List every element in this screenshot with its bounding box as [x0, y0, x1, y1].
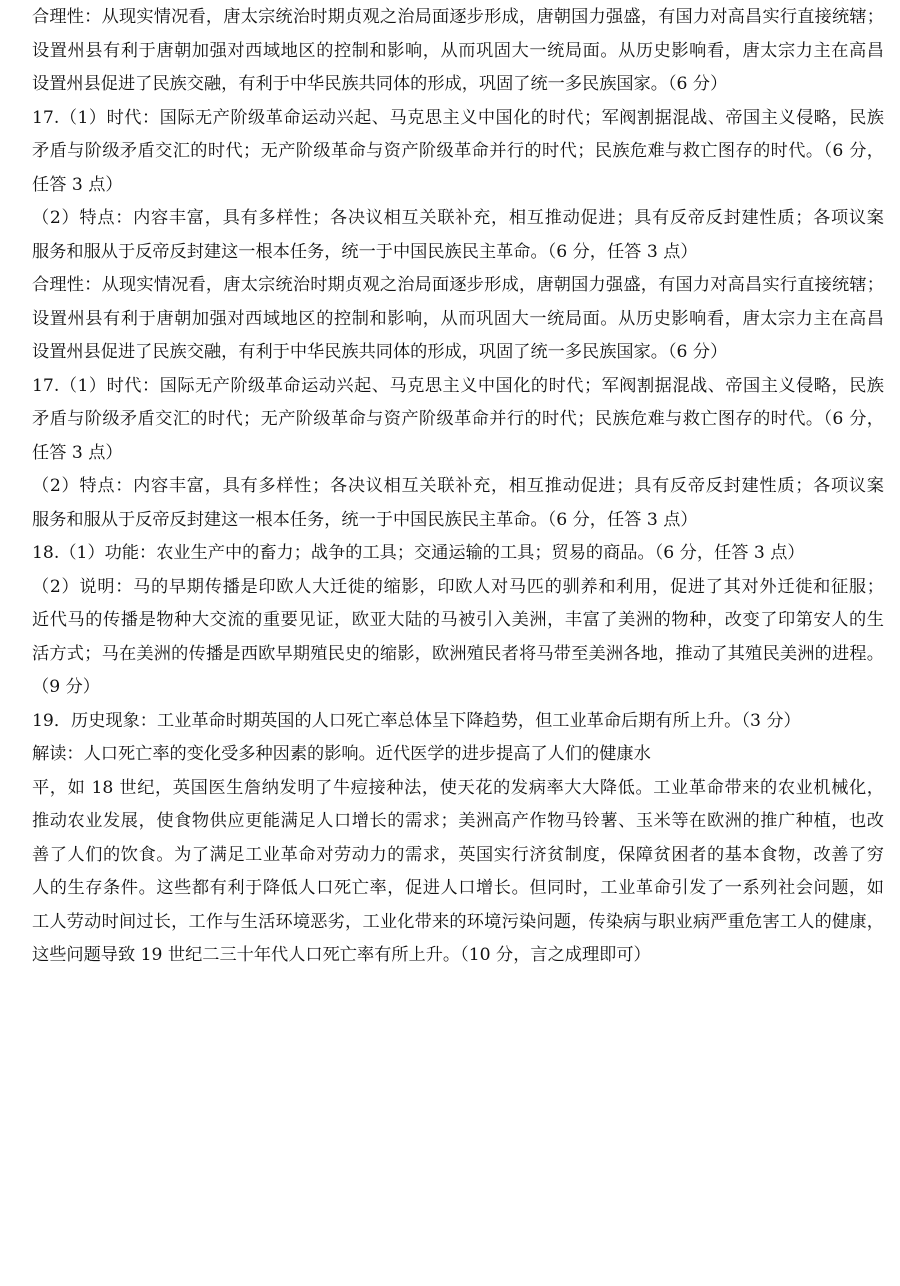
text-line: 设置州县促进了民族交融，有利于中华民族共同体的形成，巩固了统一多民族国家。（6 分） [32, 74, 728, 94]
text-line: （2）特点：内容丰富，具有多样性；各决议相互关联补充，相互推动促进；具有反帝反封建性质；各项议案 [32, 476, 884, 496]
text-line: 活方式；马在美洲的传播是西欧早期殖民史的缩影，欧洲殖民者将马带至美洲各地，推动了其殖民美洲的进程。 [32, 643, 884, 664]
text-line: 工人劳动时间过长，工作与生活环境恶劣，工业化带来的环境污染问题，传染病与职业病严重危害工人的健康， [32, 911, 884, 932]
text-line: 矛盾与阶级矛盾交汇的时代；无产阶级革命与资产阶级革命并行的时代；民族危难与救亡图存的时代。（6 分， [32, 409, 884, 429]
text-line: 服务和服从于反帝反封建这一根本任务，统一于中国民族民主革命。（6 分，任答 3 点） [32, 509, 698, 530]
text-line: （2）说明：马的早期传播是印欧人大迁徙的缩影，印欧人对马匹的驯养和利用，促进了其对外迁徙和征服； [32, 576, 884, 597]
text-line: 近代马的传播是物种大交流的重要见证，欧亚大陆的马被引入美洲，丰富了美洲的物种，改变了印第安人的生 [32, 610, 884, 630]
text-line: 这些问题导致 19 世纪二三十年代人口死亡率有所上升。（10 分，言之成理即可） [32, 945, 651, 965]
text-line: 设置州县促进了民族交融，有利于中华民族共同体的形成，巩固了统一多民族国家。（6 分） [32, 342, 728, 362]
text-line: 推动农业发展，使食物供应更能满足人口增长的需求；美洲高产作物马铃薯、玉米等在欧洲的推广种植，也改 [32, 811, 884, 831]
text-line: 任答 3 点） [32, 174, 123, 195]
text-line: 合理性：从现实情况看，唐太宗统治时期贞观之治局面逐步形成，唐朝国力强盛，有国力对高昌实行直接统辖； [32, 7, 884, 27]
text-line: 17.（1）时代：国际无产阶级革命运动兴起、马克思主义中国化的时代；军阀割据混战、帝国主义侵略，民族 [32, 375, 884, 396]
text-line: （2）特点：内容丰富，具有多样性；各决议相互关联补充，相互推动促进；具有反帝反封建性质；各项议案 [32, 208, 884, 228]
text-line: 18.（1）功能：农业生产中的畜力；战争的工具；交通运输的工具；贸易的商品。（6 分，任答 3 点） [32, 543, 805, 563]
text-line: 人的生存条件。这些都有利于降低人口死亡率，促进人口增长。但同时，工业革命引发了一系列社会问题，如 [32, 878, 884, 898]
text-line: 善了人们的饮食。为了满足工业革命对劳动力的需求，英国实行济贫制度，保障贫困者的基本食物，改善了穷 [32, 844, 884, 865]
text-line: 设置州县有利于唐朝加强对西域地区的控制和影响，从而巩固大一统局面。从历史影响看，唐太宗力主在高昌 [32, 308, 884, 329]
text-line: 设置州县有利于唐朝加强对西域地区的控制和影响，从而巩固大一统局面。从历史影响看，唐太宗力主在高昌 [32, 40, 884, 61]
text-line: 平，如 18 世纪，英国医生詹纳发明了牛痘接种法，使天花的发病率大大降低。工业革命带来的农业机械化， [32, 777, 884, 798]
text-line: （9 分） [32, 677, 100, 697]
text-line: 19．历史现象：工业革命时期英国的人口死亡率总体呈下降趋势，但工业革命后期有所上升。（3 分） [32, 710, 801, 731]
text-line: 矛盾与阶级矛盾交汇的时代；无产阶级革命与资产阶级革命并行的时代；民族危难与救亡图存的时代。（6 分， [32, 141, 884, 161]
text-line: 任答 3 点） [32, 442, 123, 463]
text-line: 合理性：从现实情况看，唐太宗统治时期贞观之治局面逐步形成，唐朝国力强盛，有国力对高昌实行直接统辖； [32, 275, 884, 295]
text-line: 17.（1）时代：国际无产阶级革命运动兴起、马克思主义中国化的时代；军阀割据混战、帝国主义侵略，民族 [32, 107, 884, 128]
text-line: 解读：人口死亡率的变化受多种因素的影响。近代医学的进步提高了人们的健康水 [32, 744, 651, 764]
text-line: 服务和服从于反帝反封建这一根本任务，统一于中国民族民主革命。（6 分，任答 3 点） [32, 241, 698, 262]
